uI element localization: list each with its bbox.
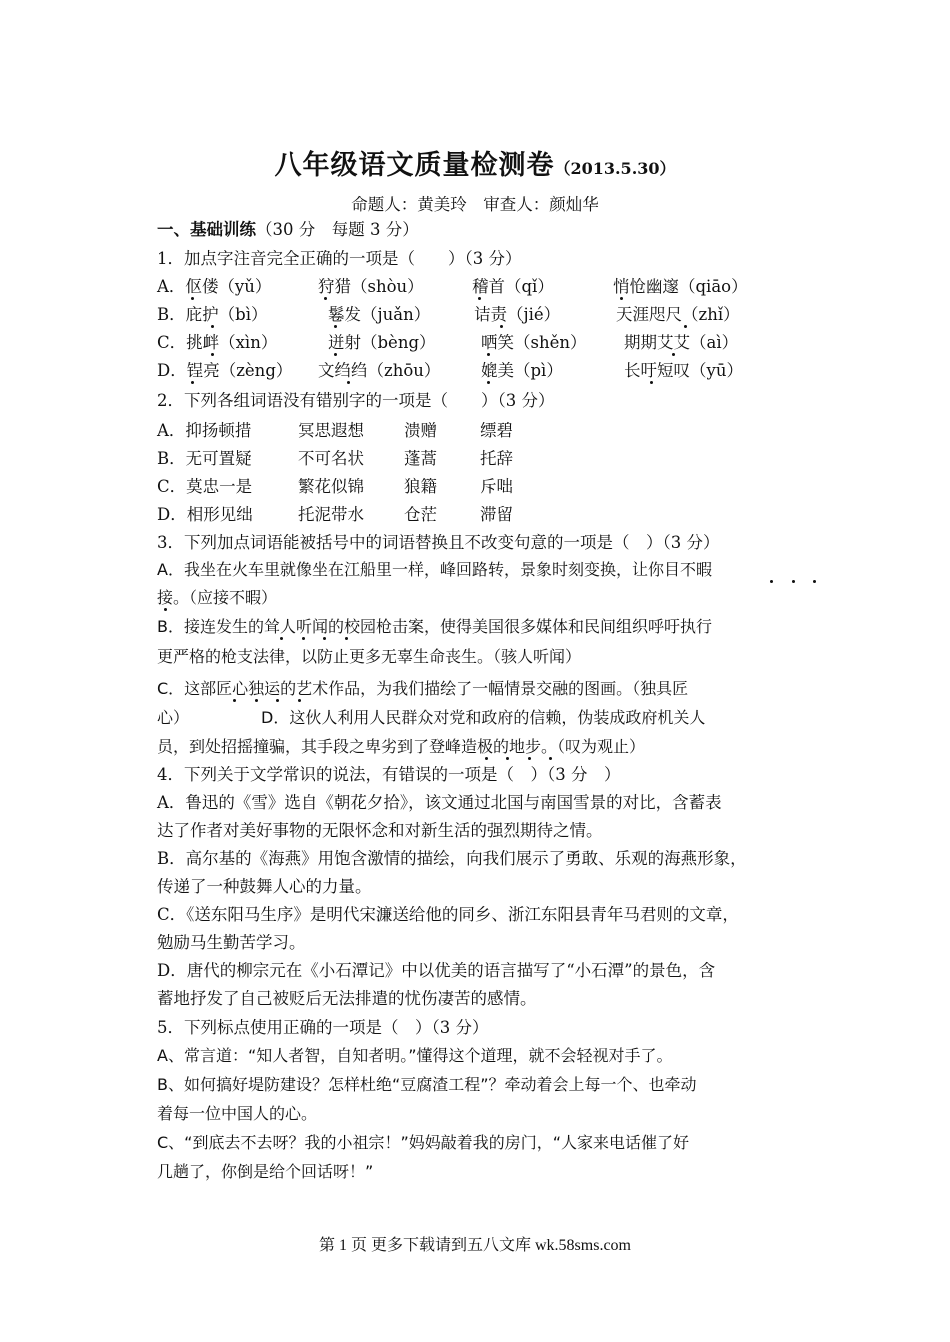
emphasis-dot [298, 699, 301, 702]
emphasis-dot [650, 381, 653, 384]
section-heading [157, 220, 419, 240]
section-score: （30 分 每题 3 分） [256, 220, 419, 239]
q4-line: 达了作者对美好事物的无限怀念和对新生活的强烈期待之情。 [157, 821, 603, 840]
q2-option-c-4: 斥咄 [480, 477, 513, 496]
q2-option-d-3: 仓茫 [404, 505, 437, 524]
q4-line: A．鲁迅的《雪》选自《朝花夕拾》，该文通过北国与南国雪景的对比，含蓄表 [157, 793, 722, 812]
title-date: （2013.5.30） [554, 159, 676, 178]
q2-option-c-1: C．莫忠一是 [157, 477, 253, 496]
q1-option-c-3: 哂笑（shěn） [481, 333, 587, 352]
emphasis-dot [487, 381, 490, 384]
q1-option-b-1: B．庇护（bì） [157, 305, 268, 324]
q1-option-d-1: D．锃亮（zèng） [157, 361, 293, 380]
q1-option-c-2: 迸射（bèng） [328, 333, 436, 352]
q4-line: 勉励马生勤苦学习。 [157, 933, 306, 952]
q3-line: 员，到处招摇撞骗，其手段之卑劣到了登峰造极的地步。（叹为观止） [157, 737, 646, 756]
emphasis-dot [323, 637, 326, 640]
q5-stem: 5．下列标点使用正确的一项是（ ）（3 分） [157, 1018, 489, 1037]
q1-stem: 1．加点字注音完全正确的一项是（ ）（3 分） [157, 249, 522, 268]
q2-option-b-2: 不可名状 [298, 449, 364, 468]
q4-line: 蓄地抒发了自己被贬后无法排遣的忧伤凄苦的感情。 [157, 989, 537, 1008]
q4-line: D．唐代的柳宗元在《小石潭记》中以优美的语言描写了“小石潭”的景色，含 [157, 961, 716, 980]
q2-option-d-4: 滞留 [480, 505, 513, 524]
emphasis-dot [528, 757, 531, 760]
q5-line: A、常言道：“知人者智，自知者明。”懂得这个道理，就不会轻视对手了。 [157, 1046, 673, 1065]
q1-option-a-4: 悄怆幽邃（qiāo） [613, 277, 748, 296]
emphasis-dot [191, 297, 194, 300]
emphasis-dot [485, 757, 488, 760]
emphasis-dot [191, 381, 194, 384]
emphasis-dot [164, 608, 167, 611]
q2-option-d-2: 托泥带水 [298, 505, 364, 524]
q5-line: C、“到底去不去呀？我的小祖宗！”妈妈敲着我的房门，“人家来电话催了好 [157, 1133, 690, 1152]
emphasis-dot [347, 381, 350, 384]
emphasis-dot [500, 325, 503, 328]
q4-line: C．《送东阳马生序》是明代宋濂送给他的同乡、浙江东阳县青年马君则的文章， [157, 905, 739, 924]
q4-line: 传递了一种鼓舞人心的力量。 [157, 877, 372, 896]
emphasis-dot [334, 325, 337, 328]
emphasis-dot [334, 353, 337, 356]
q1-option-c-1: C．挑衅（xìn） [157, 333, 278, 352]
authors-line: 命题人：黄美玲 审查人：颜灿华 [351, 195, 599, 214]
q2-option-a-3: 溃赠 [404, 421, 437, 440]
emphasis-dot [345, 637, 348, 640]
emphasis-dot [684, 325, 687, 328]
emphasis-dot [506, 757, 509, 760]
q2-option-a-2: 冥思遐想 [298, 421, 364, 440]
emphasis-dot [672, 353, 675, 356]
section-title: 一、基础训练 [157, 220, 256, 239]
q1-option-d-3: 媲美（pì） [481, 361, 563, 380]
q2-option-d-1: D．相形见绌 [157, 505, 253, 524]
title-text: 八年级语文质量检测卷 [274, 150, 555, 181]
q2-option-b-4: 托辞 [480, 449, 513, 468]
emphasis-dot [792, 580, 795, 583]
q2-option-b-3: 蓬蒿 [404, 449, 437, 468]
q3-line: A．我坐在火车里就像坐在江船里一样，峰回路转，景象时刻变换，让你目不暇 [157, 560, 712, 579]
emphasis-dot [620, 297, 623, 300]
q3-line: 更严格的枪支法律，以防止更多无辜生命丧生。（骇人听闻） [157, 647, 582, 666]
q1-option-a-2: 狩猎（shòu） [318, 277, 424, 296]
q1-option-a-1: A．伛偻（yǔ） [157, 277, 272, 296]
q1-option-d-2: 文绉绉（zhōu） [318, 361, 441, 380]
emphasis-dot [324, 297, 327, 300]
q2-option-b-1: B．无可置疑 [157, 449, 252, 468]
q2-option-c-2: 繁花似锦 [298, 477, 364, 496]
emphasis-dot [302, 637, 305, 640]
q4-line: B．高尔基的《海燕》用饱含激情的描绘，向我们展示了勇敢、乐观的海燕形象， [157, 849, 747, 868]
q5-line: 着每一位中国人的心。 [157, 1104, 318, 1123]
q1-option-b-2: 鬈发（juǎn） [328, 305, 431, 324]
emphasis-dot [276, 699, 279, 702]
emphasis-dot [280, 637, 283, 640]
q1-option-d-4: 长吁短叹（yū） [624, 361, 743, 380]
q2-stem: 2．下列各组词语没有错别字的一项是（ ）（3 分） [157, 391, 555, 410]
q2-option-c-3: 狼籍 [404, 477, 437, 496]
emphasis-dot [549, 757, 552, 760]
page-footer: 第 1 页 更多下载请到五八文库 wk.58sms.com [318, 1237, 631, 1254]
emphasis-dot [233, 699, 236, 702]
emphasis-dot [211, 325, 214, 328]
q2-option-a-4: 缥碧 [480, 421, 513, 440]
q3-line: 接。（应接不暇） [157, 588, 278, 607]
q3-stem: 3．下列加点词语能被括号中的词语替换且不改变句意的一项是（ ）（3 分） [157, 533, 720, 552]
q1-option-a-3: 稽首（qǐ） [472, 277, 554, 296]
q5-line: B、如何搞好堤防建设？怎样杜绝“豆腐渣工程”？牵动着会上每一个、也牵动 [157, 1075, 697, 1094]
emphasis-dot [255, 699, 258, 702]
emphasis-dot [211, 353, 214, 356]
q5-line: 几趟了，你倒是给个回话呀！” [157, 1162, 374, 1181]
q3-line: 心） D．这伙人利用人民群众对党和政府的信赖，伪装成政府机关人 [157, 708, 706, 727]
q3-line: B．接连发生的耸人听闻的校园枪击案，使得美国很多媒体和民间组织呼吁执行 [157, 617, 712, 636]
emphasis-dot [487, 353, 490, 356]
emphasis-dot [813, 580, 816, 583]
emphasis-dot [478, 297, 481, 300]
q2-option-a-1: A．抑扬顿措 [157, 421, 252, 440]
q4-stem: 4．下列关于文学常识的说法，有错误的一项是（ ）（3 分 ） [157, 765, 621, 784]
q3-line: C．这部匠心独运的艺术作品，为我们描绘了一幅情景交融的图画。（独具匠 [157, 679, 689, 698]
page-title [0, 143, 950, 182]
q1-option-c-4: 期期艾艾（aì） [624, 333, 739, 352]
q1-option-b-4: 天涯咫尺（zhǐ） [616, 305, 740, 324]
emphasis-dot [770, 580, 773, 583]
q1-option-b-3: 诘责（jié） [474, 305, 561, 324]
